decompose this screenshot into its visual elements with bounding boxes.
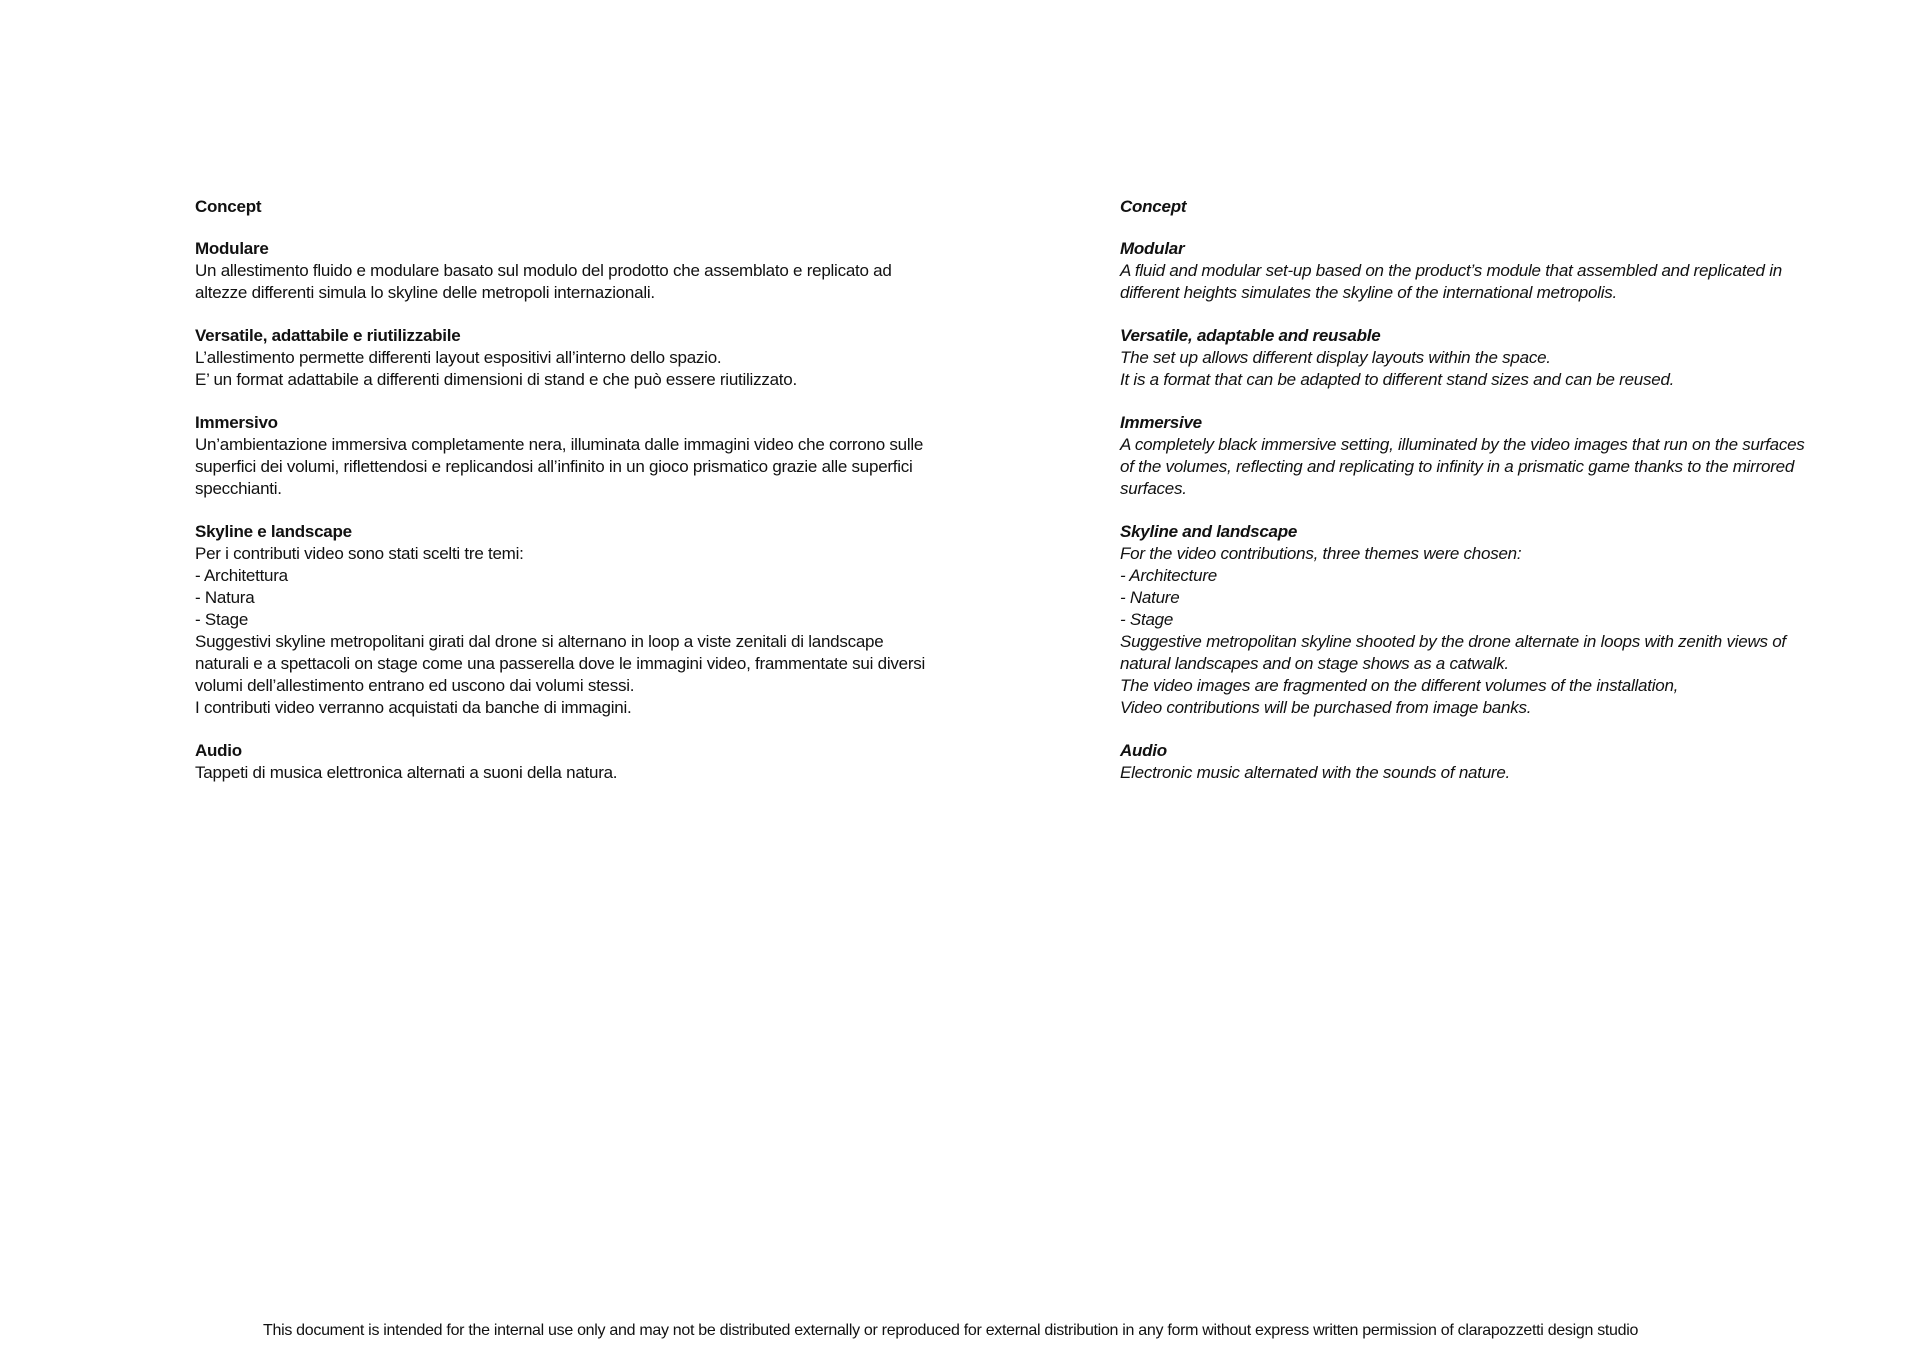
- body-line: It is a format that can be adapted to different stand sizes and can be reused.: [1120, 370, 1675, 389]
- concept-title-en: Concept: [1120, 197, 1187, 216]
- italian-column: [195, 196, 1055, 805]
- body-line: superfici dei volumi, riflettendosi e replicandosi all’infinito in un gioco prismatico grazie alle superfici: [195, 457, 913, 476]
- confidentiality-footer: This document is intended for the internal use only and may not be distributed externally or reproduced for external distribution in any form without express written permission of clarapozzetti design studio: [263, 1322, 1639, 1339]
- body-line: naturali e a spettacoli on stage come una passerella dove le immagini video, frammentate sui diversi: [195, 654, 926, 673]
- section-3: [1120, 412, 1880, 500]
- english-column: [1120, 196, 1880, 805]
- body-line: Un allestimento fluido e modulare basato sul modulo del prodotto che assemblato e replicato ad: [195, 261, 892, 280]
- body-line: The set up allows different display layouts within the space.: [1120, 348, 1551, 367]
- body-line: of the volumes, reflecting and replicating to infinity in a prismatic game thanks to the mirrored: [1120, 457, 1795, 476]
- body-line: A completely black immersive setting, illuminated by the video images that run on the surfaces: [1120, 435, 1805, 454]
- section-heading: Skyline and landscape: [1120, 522, 1298, 541]
- section-heading: Audio: [1120, 741, 1167, 760]
- body-line: For the video contributions, three themes were chosen:: [1120, 544, 1522, 563]
- body-line: - Natura: [195, 588, 255, 607]
- body-line: Un’ambientazione immersiva completamente nera, illuminata dalle immagini video che corrono sulle: [195, 435, 924, 454]
- body-line: - Architecture: [1120, 566, 1217, 585]
- section-heading: Skyline e landscape: [195, 522, 352, 541]
- section-heading: Immersive: [1120, 413, 1202, 432]
- section-heading: Versatile, adattabile e riutilizzabile: [195, 326, 461, 345]
- english-sections: [1120, 238, 1880, 784]
- section-heading: Audio: [195, 741, 242, 760]
- section-1: [1120, 238, 1880, 304]
- body-line: volumi dell’allestimento entrano ed uscono dai volumi stessi.: [195, 676, 635, 695]
- body-line: - Stage: [195, 610, 249, 629]
- section-4: [1120, 521, 1880, 719]
- body-line: natural landscapes and on stage shows as a catwalk.: [1120, 654, 1509, 673]
- section-2: [1120, 325, 1880, 391]
- body-line: - Stage: [1120, 610, 1174, 629]
- italian-sections: [195, 238, 1055, 784]
- section-1: [195, 238, 1055, 304]
- body-line: E’ un format adattabile a differenti dimensioni di stand e che può essere riutilizzato.: [195, 370, 797, 389]
- body-line: Electronic music alternated with the sounds of nature.: [1120, 763, 1510, 782]
- body-line: surfaces.: [1120, 479, 1187, 498]
- section-heading: Modulare: [195, 239, 269, 258]
- body-line: Suggestive metropolitan skyline shooted by the drone alternate in loops with zenith views of: [1120, 632, 1786, 651]
- concept-title-it: Concept: [195, 197, 262, 216]
- body-line: Per i contributi video sono stati scelti tre temi:: [195, 544, 524, 563]
- body-line: I contributi video verranno acquistati da banche di immagini.: [195, 698, 632, 717]
- body-line: Suggestivi skyline metropolitani girati dal drone si alternano in loop a viste zenitali di landscape: [195, 632, 884, 651]
- section-5: [195, 740, 1055, 784]
- section-5: [1120, 740, 1880, 784]
- body-line: specchianti.: [195, 479, 282, 498]
- body-line: altezze differenti simula lo skyline delle metropoli internazionali.: [195, 283, 655, 302]
- body-line: different heights simulates the skyline of the international metropolis.: [1120, 283, 1617, 302]
- body-line: Tappeti di musica elettronica alternati a suoni della natura.: [195, 763, 618, 782]
- section-heading: Modular: [1120, 239, 1185, 258]
- body-line: Video contributions will be purchased from image banks.: [1120, 698, 1532, 717]
- section-3: [195, 412, 1055, 500]
- body-line: A fluid and modular set-up based on the product’s module that assembled and replicated in: [1120, 261, 1782, 280]
- section-4: [195, 521, 1055, 719]
- body-line: L’allestimento permette differenti layout espositivi all’interno dello spazio.: [195, 348, 722, 367]
- section-heading: Versatile, adaptable and reusable: [1120, 326, 1381, 345]
- body-line: - Nature: [1120, 588, 1180, 607]
- body-line: The video images are fragmented on the different volumes of the installation,: [1120, 676, 1679, 695]
- section-heading: Immersivo: [195, 413, 278, 432]
- section-2: [195, 325, 1055, 391]
- body-line: - Architettura: [195, 566, 288, 585]
